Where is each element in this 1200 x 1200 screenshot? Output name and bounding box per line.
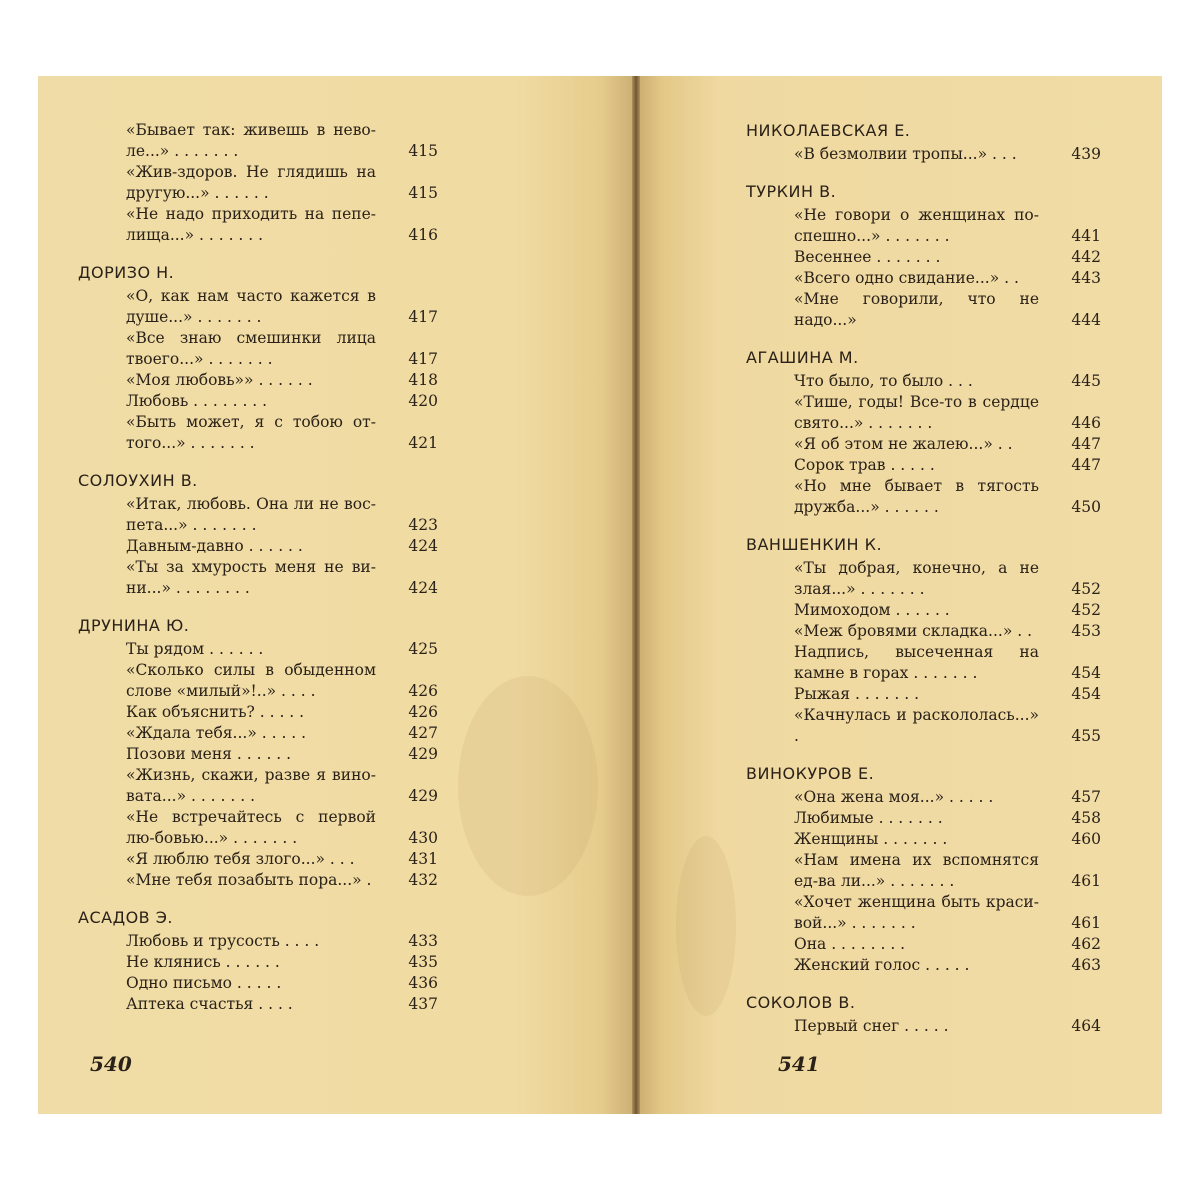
entry-page-number: 429 <box>408 745 438 763</box>
entry-title: «Ты добрая, конечно, а не злая...» . . . . . . . <box>794 559 1039 598</box>
entry-page-number: 452 <box>1071 580 1101 598</box>
entry-title: «О, как нам часто кажется в душе...» . . . . . . . <box>126 287 376 326</box>
entry-title: «Мне говорили, что не надо...» <box>794 290 1039 329</box>
entry-title: Сорок трав . . . . . <box>794 456 935 474</box>
entry-title: «Хочет женщина быть краси-вой...» . . . . . . . <box>794 893 1039 932</box>
entry-page-number: 420 <box>408 392 438 410</box>
toc-entry <box>746 434 1101 455</box>
entry-title: «Все знаю смешинки лица твоего...» . . . . . . . <box>126 329 376 368</box>
toc-entry <box>78 744 438 765</box>
toc-entry <box>746 934 1101 955</box>
entry-title: Аптека счастья . . . . <box>126 995 293 1013</box>
entry-title: Одно письмо . . . . . <box>126 974 282 992</box>
toc-entry <box>78 328 438 370</box>
entry-page-number: 460 <box>1071 830 1101 848</box>
entry-title: Женский голос . . . . . <box>794 956 970 974</box>
entry-page-number: 426 <box>408 682 438 700</box>
left-page <box>38 76 636 1114</box>
entry-title: Ты рядом . . . . . . <box>126 640 264 658</box>
entry-page-number: 437 <box>408 995 438 1013</box>
entry-title: «Ты за хмурость меня не ви-ни...» . . . . . . . . <box>126 558 376 597</box>
entry-page-number: 416 <box>408 226 438 244</box>
entry-title: «Сколько силы в обыденном слове «милый»!..» . . . . <box>126 661 376 700</box>
toc-section <box>78 120 438 246</box>
entry-page-number: 453 <box>1071 622 1101 640</box>
entry-title: Любимые . . . . . . . <box>794 809 943 827</box>
toc-entry <box>78 765 438 807</box>
toc-entry <box>746 268 1101 289</box>
entry-page-number: 443 <box>1071 269 1101 287</box>
entry-title: «Быть может, я с тобою от-того...» . . . . . . . <box>126 413 376 452</box>
entry-title: Первый снег . . . . . <box>794 1017 949 1035</box>
entry-title: Как объяснить? . . . . . <box>126 703 305 721</box>
entry-title: «Я люблю тебя злого...» . . . <box>126 850 355 868</box>
entry-title: «Не надо приходить на пепе-лища...» . . . . . . . <box>126 205 376 244</box>
entry-page-number: 423 <box>408 516 438 534</box>
toc-entry <box>78 870 438 891</box>
toc-entry <box>746 684 1101 705</box>
entry-title: «Итак, любовь. Она ли не вос-пета...» . . . . . . . <box>126 495 376 534</box>
entry-page-number: 429 <box>408 787 438 805</box>
toc-entry <box>78 557 438 599</box>
toc-entry <box>746 144 1101 165</box>
toc-entry <box>746 642 1101 684</box>
toc-section <box>78 470 438 599</box>
entry-page-number: 442 <box>1071 248 1101 266</box>
entry-title: «Жив-здоров. Не глядишь на другую...» . . . . . . <box>126 163 376 202</box>
author-name: НИКОЛАЕВСКАЯ Е. <box>746 121 911 140</box>
entry-page-number: 427 <box>408 724 438 742</box>
table-of-contents-left <box>78 120 438 1015</box>
entry-page-number: 455 <box>1071 727 1101 745</box>
entry-page-number: 417 <box>408 350 438 368</box>
entry-page-number: 426 <box>408 703 438 721</box>
toc-entry <box>78 702 438 723</box>
entry-page-number: 447 <box>1071 435 1101 453</box>
entry-page-number: 439 <box>1071 145 1101 163</box>
entry-page-number: 464 <box>1071 1017 1101 1035</box>
entry-page-number: 457 <box>1071 788 1101 806</box>
toc-entry <box>78 723 438 744</box>
entry-title: Что было, то было . . . <box>794 372 973 390</box>
toc-entry <box>78 162 438 204</box>
toc-entry <box>78 370 438 391</box>
toc-entry <box>746 892 1101 934</box>
entry-title: Давным-давно . . . . . . <box>126 537 303 555</box>
entry-title: «Ждала тебя...» . . . . . <box>126 724 307 742</box>
entry-page-number: 418 <box>408 371 438 389</box>
toc-entry <box>78 994 438 1015</box>
entry-page-number: 444 <box>1071 311 1101 329</box>
entry-page-number: 458 <box>1071 809 1101 827</box>
entry-title: «Но мне бывает в тягость дружба...» . . . . . . <box>794 477 1039 516</box>
toc-entry <box>746 205 1101 247</box>
entry-page-number: 435 <box>408 953 438 971</box>
entry-title: «Жизнь, скажи, разве я вино-вата...» . . . . . . . <box>126 766 376 805</box>
toc-entry <box>78 536 438 557</box>
entry-page-number: 421 <box>408 434 438 452</box>
entry-title: Весеннее . . . . . . . <box>794 248 941 266</box>
toc-entry <box>746 621 1101 642</box>
toc-entry <box>746 455 1101 476</box>
entry-title: «Нам имена их вспомнятся ед-ва ли...» . . . . . . . <box>794 851 1039 890</box>
toc-section <box>746 992 1101 1037</box>
entry-title: «Она жена моя...» . . . . . <box>794 788 994 806</box>
toc-section <box>78 615 438 891</box>
entry-title: «В безмолвии тропы...» . . . <box>794 145 1017 163</box>
toc-section <box>78 262 438 454</box>
toc-entry <box>78 807 438 849</box>
toc-section <box>746 181 1101 331</box>
toc-entry <box>746 1016 1101 1037</box>
toc-entry <box>746 600 1101 621</box>
entry-page-number: 424 <box>408 579 438 597</box>
toc-entry <box>78 286 438 328</box>
toc-entry <box>78 639 438 660</box>
toc-entry <box>746 705 1101 747</box>
entry-page-number: 445 <box>1071 372 1101 390</box>
toc-section <box>746 534 1101 747</box>
toc-entry <box>746 808 1101 829</box>
entry-page-number: 461 <box>1071 872 1101 890</box>
author-name: ВАНШЕНКИН К. <box>746 535 883 554</box>
author-name: СОКОЛОВ В. <box>746 993 856 1012</box>
toc-entry <box>746 289 1101 331</box>
entry-page-number: 417 <box>408 308 438 326</box>
entry-page-number: 431 <box>408 850 438 868</box>
right-page <box>636 76 1162 1114</box>
entry-page-number: 462 <box>1071 935 1101 953</box>
author-name: ДРУНИНА Ю. <box>78 616 190 635</box>
entry-page-number: 415 <box>408 142 438 160</box>
entry-title: «Всего одно свидание...» . . <box>794 269 1019 287</box>
toc-entry <box>746 392 1101 434</box>
entry-title: Мимоходом . . . . . . <box>794 601 950 619</box>
entry-title: Любовь . . . . . . . . <box>126 392 268 410</box>
toc-entry <box>746 476 1101 518</box>
entry-title: «Тише, годы! Все-то в сердце свято...» . . . . . . . <box>794 393 1039 432</box>
toc-entry <box>746 558 1101 600</box>
author-name: ДОРИЗО Н. <box>78 263 175 282</box>
entry-title: Любовь и трусость . . . . <box>126 932 320 950</box>
entry-title: Позови меня . . . . . . <box>126 745 292 763</box>
toc-entry <box>746 850 1101 892</box>
table-of-contents-right <box>746 120 1101 1037</box>
toc-section <box>746 120 1101 165</box>
entry-page-number: 454 <box>1071 664 1101 682</box>
entry-title: «Моя любовь»» . . . . . . <box>126 371 313 389</box>
toc-entry <box>746 371 1101 392</box>
entry-title: «Бывает так: живешь в нево-ле...» . . . . . . . <box>126 121 376 160</box>
toc-entry <box>78 660 438 702</box>
entry-page-number: 452 <box>1071 601 1101 619</box>
toc-entry <box>78 849 438 870</box>
entry-page-number: 454 <box>1071 685 1101 703</box>
entry-page-number: 447 <box>1071 456 1101 474</box>
entry-page-number: 441 <box>1071 227 1101 245</box>
entry-page-number: 433 <box>408 932 438 950</box>
entry-page-number: 430 <box>408 829 438 847</box>
entry-title: Женщины . . . . . . . <box>794 830 948 848</box>
entry-page-number: 424 <box>408 537 438 555</box>
entry-page-number: 463 <box>1071 956 1101 974</box>
author-name: АСАДОВ Э. <box>78 908 173 927</box>
toc-entry <box>746 247 1101 268</box>
toc-entry <box>78 204 438 246</box>
toc-section <box>746 763 1101 976</box>
toc-entry <box>78 931 438 952</box>
author-name: АГАШИНА М. <box>746 348 859 367</box>
page-number-right: 541 <box>778 1052 820 1076</box>
entry-page-number: 461 <box>1071 914 1101 932</box>
author-name: СОЛОУХИН В. <box>78 471 198 490</box>
entry-page-number: 432 <box>408 871 438 889</box>
entry-page-number: 450 <box>1071 498 1101 516</box>
toc-entry <box>78 952 438 973</box>
author-name: ТУРКИН В. <box>746 182 837 201</box>
entry-page-number: 446 <box>1071 414 1101 432</box>
entry-page-number: 425 <box>408 640 438 658</box>
entry-title: «Меж бровями складка...» . . <box>794 622 1033 640</box>
entry-title: «Качнулась и раскололась...» . <box>794 706 1039 745</box>
entry-title: «Не встречайтесь с первой лю-бовью...» . . . . . . . <box>126 808 376 847</box>
entry-title: «Мне тебя позабыть пора...» . <box>126 871 372 889</box>
toc-entry <box>78 391 438 412</box>
open-book <box>38 76 1162 1114</box>
toc-entry <box>78 973 438 994</box>
toc-entry <box>78 120 438 162</box>
toc-section <box>78 907 438 1015</box>
paper-stain <box>458 676 598 896</box>
toc-entry <box>746 829 1101 850</box>
entry-title: «Не говори о женщинах по-спешно...» . . . . . . . <box>794 206 1039 245</box>
entry-page-number: 415 <box>408 184 438 202</box>
book-spine <box>632 76 640 1114</box>
entry-title: Рыжая . . . . . . . <box>794 685 920 703</box>
entry-title: «Я об этом не жалею...» . . <box>794 435 1013 453</box>
page-number-left: 540 <box>90 1052 132 1076</box>
entry-title: Она . . . . . . . . <box>794 935 906 953</box>
entry-page-number: 436 <box>408 974 438 992</box>
toc-entry <box>746 955 1101 976</box>
entry-title: Не клянись . . . . . . <box>126 953 280 971</box>
toc-section <box>746 347 1101 518</box>
entry-title: Надпись, высеченная на камне в горах . . . . . . . <box>794 643 1039 682</box>
toc-entry <box>746 787 1101 808</box>
toc-entry <box>78 494 438 536</box>
paper-stain <box>676 836 736 1016</box>
toc-entry <box>78 412 438 454</box>
author-name: ВИНОКУРОВ Е. <box>746 764 875 783</box>
